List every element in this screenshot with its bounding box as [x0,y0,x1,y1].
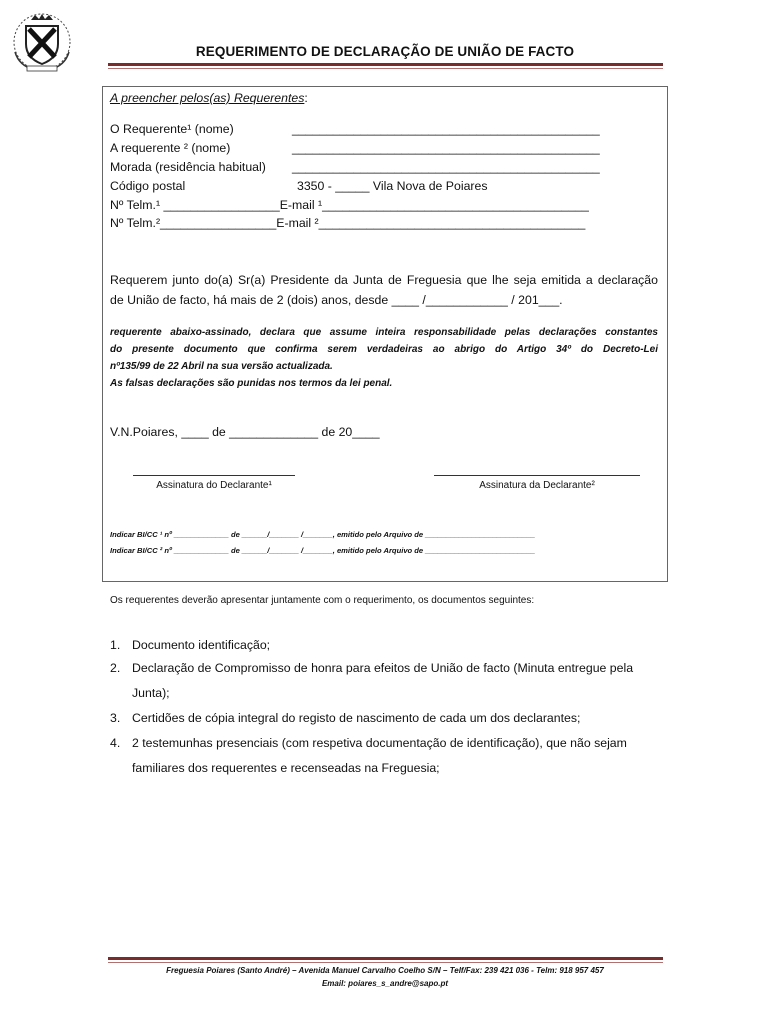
date-place-line[interactable]: V.N.Poiares, ____ de _____________ de 20____ [110,425,380,439]
section-label-text: A preencher pelos(as) Requerentes [110,91,305,105]
request-paragraph-line-1: Requerem junto do(a) Sr(a) Presidente da Junta de Freguesia que lhe seja emitida a declaração [110,273,658,287]
field-input-morada[interactable]: _____________________________________________ [292,160,600,174]
declaration-line-4: As falsas declarações são punidas nos termos da lei penal. [110,378,393,389]
id-document-line-1[interactable]: Indicar BI/CC ¹ nº _____________ de ______/_______ /_______, emitido pelo Arquivo de __________________________ [110,530,536,539]
list-item-text: Declaração de Compromisso de honra para efeitos de União de facto (Minuta entregue pela [132,661,634,675]
page-title: REQUERIMENTO DE DECLARAÇÃO DE UNIÃO DE FACTO [195,44,575,59]
list-item-text: Certidões de cópia integral do registo de nascimento de cada um dos declarantes; [132,711,581,725]
list-item-number: 3. [110,711,121,725]
footer-address: Freguesia Poiares (Santo André) – Avenida Manuel Carvalho Coelho S/N – Telf/Fax: 239 421 036 - Telm: 918 957 457 [166,966,604,975]
title-divider-thin [108,68,663,69]
footer-divider [108,957,663,960]
list-item-4 [110,736,627,750]
instructions-intro: Os requerentes deverão apresentar juntamente com o requerimento, os documentos seguintes: [110,595,535,606]
list-item-text: Documento identificação; [132,638,271,652]
declaration-line-2: do presente documento que confirma serem verdadeiras ao abrigo do Artigo 34º do Decreto-Lei [110,344,658,355]
field-label-morada: Morada (residência habitual) [110,160,266,174]
signature-label-1: Assinatura do Declarante¹ [156,480,272,491]
list-item-number: 1. [110,638,121,652]
list-item-text: 2 testemunhas presenciais (com respetiva documentação de identificação), que não sejam [132,736,627,750]
list-item-3 [110,711,580,725]
field-input-codigo-postal[interactable]: 3350 - _____ Vila Nova de Poiares [297,179,488,193]
coat-of-arms-logo [9,12,75,74]
signature-label-2: Assinatura da Declarante² [479,480,595,491]
field-input-requerente-2[interactable]: _____________________________________________ [292,141,600,155]
field-label-requerente-1: O Requerente¹ (nome) [110,122,234,136]
id-document-line-2[interactable]: Indicar BI/CC ² nº _____________ de ______/_______ /_______, emitido pelo Arquivo de __________________________ [110,546,536,555]
field-input-requerente-1[interactable]: _____________________________________________ [292,122,600,136]
section-label-colon: : [304,91,308,105]
list-item-2-continuation: Junta); [132,686,170,700]
declaration-line-1: requerente abaixo-assinado, declara que assume inteira responsabilidade pelas declarações constantes [110,327,658,338]
signature-line-2[interactable] [434,475,640,476]
phone-email-line-1[interactable]: Nº Telm.¹ _________________E-mail ¹_______________________________________ [110,198,589,212]
footer-divider-thin [108,962,663,963]
list-item-number: 4. [110,736,121,750]
field-label-requerente-2: A requerente ² (nome) [110,141,231,155]
list-item-number: 2. [110,661,121,675]
footer-email: Email: poiares_s_andre@sapo.pt [321,979,449,988]
signature-line-1[interactable] [133,475,295,476]
list-item-2 [110,661,633,675]
list-item-4-continuation: familiares dos requerentes e recenseadas na Freguesia; [132,761,440,775]
declaration-line-3: nº135/99 de 22 Abril na sua versão actualizada. [110,361,333,372]
list-item-1 [110,638,270,652]
request-paragraph-line-2[interactable]: de União de facto, há mais de 2 (dois) anos, desde ____ /____________ / 201___. [110,293,563,307]
field-label-codigo-postal: Código postal [110,179,186,193]
form-section-label [110,91,308,105]
title-divider [108,63,663,66]
phone-email-line-2[interactable]: Nº Telm.²_________________E-mail ²_______________________________________ [110,216,586,230]
